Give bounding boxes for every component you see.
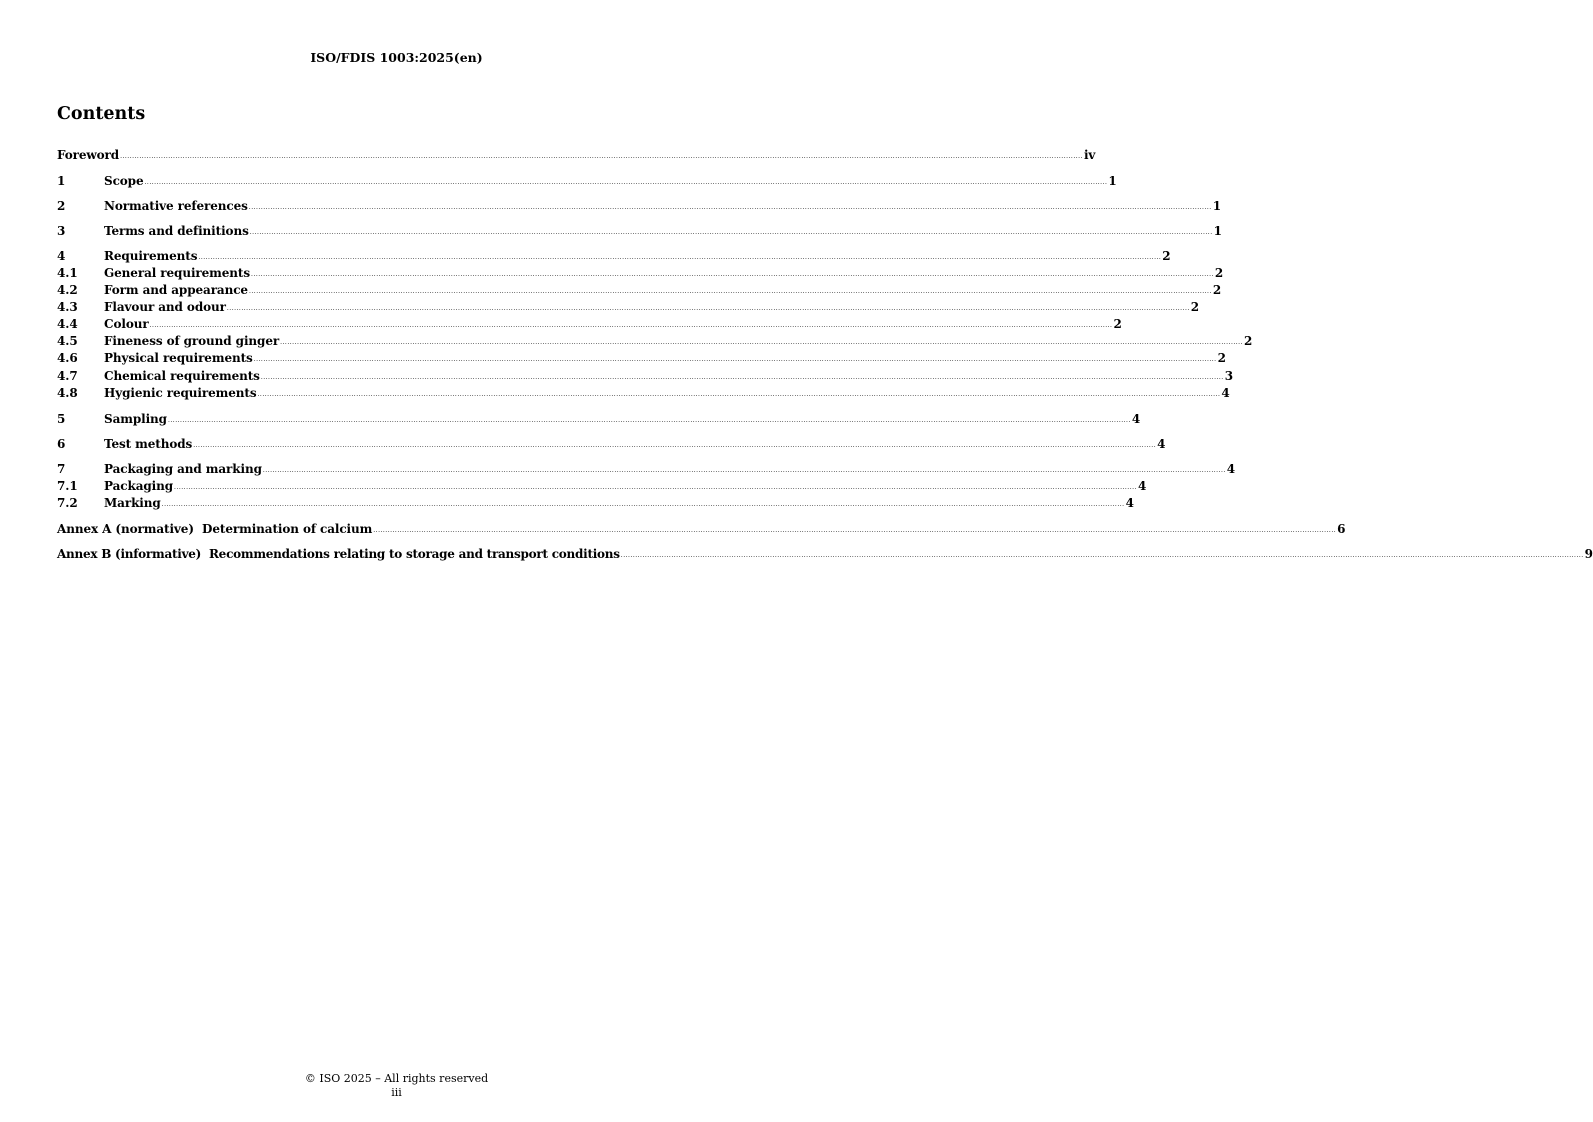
toc-entry-label: Scope [104,174,144,188]
toc-entry-number: 3 [57,224,66,238]
toc-entry-foreword[interactable] [57,147,1096,163]
toc-entry-number: 4.8 [57,386,78,400]
toc-leader-dots: ................................................................................................................................................................................................................................................................................................................................................................................................................ [120,153,1083,160]
toc-entry-number: 6 [57,437,66,451]
toc-entry-packaging-marking[interactable] [57,461,1236,477]
toc-leader-dots: ................................................................................................................................................................................................................................................................................................................................................................................................................ [620,552,1584,559]
toc-leader-dots: ................................................................................................................................................................................................................................................................................................................................................................................................................ [198,254,1162,261]
toc-entry-number: 4.6 [57,351,78,365]
toc-entry-packaging[interactable] [57,478,1147,494]
toc-entry-label: Sampling [104,412,167,426]
toc-entry-number: 7 [57,462,66,476]
toc-leader-dots: ................................................................................................................................................................................................................................................................................................................................................................................................................ [280,339,1243,346]
toc-entry-sampling[interactable] [57,411,1141,427]
toc-entry-page: 2 [1212,283,1222,297]
page-footer [0,1072,793,1100]
toc-entry-page: 3 [1224,369,1233,383]
toc-entry-number: 7.2 [57,496,78,510]
toc-entry-label: Chemical requirements [104,369,260,383]
toc-leader-dots: ................................................................................................................................................................................................................................................................................................................................................................................................................ [249,229,1213,236]
toc-leader-dots: ................................................................................................................................................................................................................................................................................................................................................................................................................ [167,417,1131,424]
toc-entry-label: Colour [104,317,149,331]
toc-leader-dots: ................................................................................................................................................................................................................................................................................................................................................................................................................ [253,356,1217,363]
page-number: iii [391,1086,402,1099]
toc-entry-number: 2 [57,199,66,213]
toc-entry-normative-references[interactable] [57,198,1221,214]
toc-leader-dots: ................................................................................................................................................................................................................................................................................................................................................................................................................ [248,288,1212,295]
toc-entry-label: Hygienic requirements [104,386,257,400]
toc-entry-fineness[interactable] [57,333,1253,349]
toc-entry-label: Requirements [104,249,198,263]
toc-entry-page: 4 [1157,437,1166,451]
toc-entry-terms-definitions[interactable] [57,223,1222,239]
toc-entry-number: 5 [57,412,66,426]
toc-entry-number: 7.1 [57,479,78,493]
toc-entry-colour[interactable] [57,316,1122,332]
document-header: ISO/FDIS 1003:2025(en) [310,50,483,65]
toc-entry-annex-a[interactable] [57,521,1346,537]
toc-entry-number: 4.1 [57,266,78,280]
toc-entry-annex-b[interactable] [57,546,1593,562]
toc-entry-page: 2 [1113,317,1122,331]
toc-entry-physical-requirements[interactable] [57,350,1226,366]
toc-leader-dots: ................................................................................................................................................................................................................................................................................................................................................................................................................ [144,179,1108,186]
toc-entry-page: 1 [1213,224,1222,238]
toc-leader-dots: ................................................................................................................................................................................................................................................................................................................................................................................................................ [260,374,1224,381]
toc-entry-number: 4.2 [57,283,78,297]
toc-entry-label: Test methods [104,437,193,451]
toc-entry-label: Terms and definitions [104,224,249,238]
toc-entry-page: 4 [1221,386,1230,400]
toc-entry-label: Annex A (normative) Determination of calcium [57,522,373,536]
toc-leader-dots: ................................................................................................................................................................................................................................................................................................................................................................................................................ [193,442,1157,449]
toc-leader-dots: ................................................................................................................................................................................................................................................................................................................................................................................................................ [262,467,1226,474]
page-title: Contents [57,104,146,124]
toc-entry-label: Packaging and marking [104,462,262,476]
toc-entry-chemical-requirements[interactable] [57,368,1233,384]
toc-entry-page: 1 [1212,199,1221,213]
toc-leader-dots: ................................................................................................................................................................................................................................................................................................................................................................................................................ [149,322,1113,329]
toc-leader-dots: ................................................................................................................................................................................................................................................................................................................................................................................................................ [257,391,1221,398]
toc-entry-scope[interactable] [57,173,1117,189]
toc-entry-page: iv [1083,148,1096,162]
toc-entry-label: Packaging [104,479,174,493]
toc-leader-dots: ................................................................................................................................................................................................................................................................................................................................................................................................................ [226,305,1190,312]
toc-entry-number: 4.4 [57,317,78,331]
toc-leader-dots: ................................................................................................................................................................................................................................................................................................................................................................................................................ [248,204,1212,211]
toc-entry-number: 4.7 [57,369,78,383]
toc-entry-form-appearance[interactable] [57,282,1222,298]
toc-entry-page: 2 [1217,351,1226,365]
copyright-notice: © ISO 2025 – All rights reserved [304,1072,489,1085]
toc-entry-label: Annex B (informative) Recommendations relating to storage and transport conditions [57,547,620,561]
toc-entry-number: 4.3 [57,300,78,314]
toc-entry-test-methods[interactable] [57,436,1166,452]
toc-entry-page: 2 [1214,266,1224,280]
toc-entry-label: Fineness of ground ginger [104,334,280,348]
toc-entry-page: 6 [1337,522,1346,536]
toc-entry-page: 4 [1226,462,1236,476]
toc-entry-page: 2 [1162,249,1171,263]
toc-entry-page: 4 [1125,496,1134,510]
toc-entry-page: 2 [1243,334,1253,348]
toc-entry-label: Physical requirements [104,351,253,365]
toc-entry-general-requirements[interactable] [57,265,1224,281]
toc-entry-hygienic-requirements[interactable] [57,385,1230,401]
toc-entry-number: 4 [57,249,66,263]
toc-entry-requirements[interactable] [57,248,1171,264]
toc-leader-dots: ................................................................................................................................................................................................................................................................................................................................................................................................................ [251,271,1214,278]
toc-entry-page: 9 [1584,547,1593,561]
toc-entry-label: Form and appearance [104,283,248,297]
toc-entry-label: Normative references [104,199,248,213]
toc-entry-label: General requirements [104,266,251,280]
toc-entry-label: Foreword [57,148,120,162]
toc-entry-page: 4 [1137,479,1147,493]
toc-entry-number: 1 [57,174,66,188]
toc-entry-page: 2 [1190,300,1200,314]
toc-entry-label: Marking [104,496,161,510]
toc-entry-number: 4.5 [57,334,78,348]
toc-leader-dots: ................................................................................................................................................................................................................................................................................................................................................................................................................ [174,484,1137,491]
toc-entry-page: 4 [1131,412,1141,426]
toc-leader-dots: ................................................................................................................................................................................................................................................................................................................................................................................................................ [161,501,1125,508]
toc-entry-marking[interactable] [57,495,1134,511]
toc-entry-flavour-odour[interactable] [57,299,1200,315]
toc-leader-dots: ................................................................................................................................................................................................................................................................................................................................................................................................................ [373,527,1337,534]
toc-entry-page: 1 [1108,174,1117,188]
toc-entry-label: Flavour and odour [104,300,226,314]
